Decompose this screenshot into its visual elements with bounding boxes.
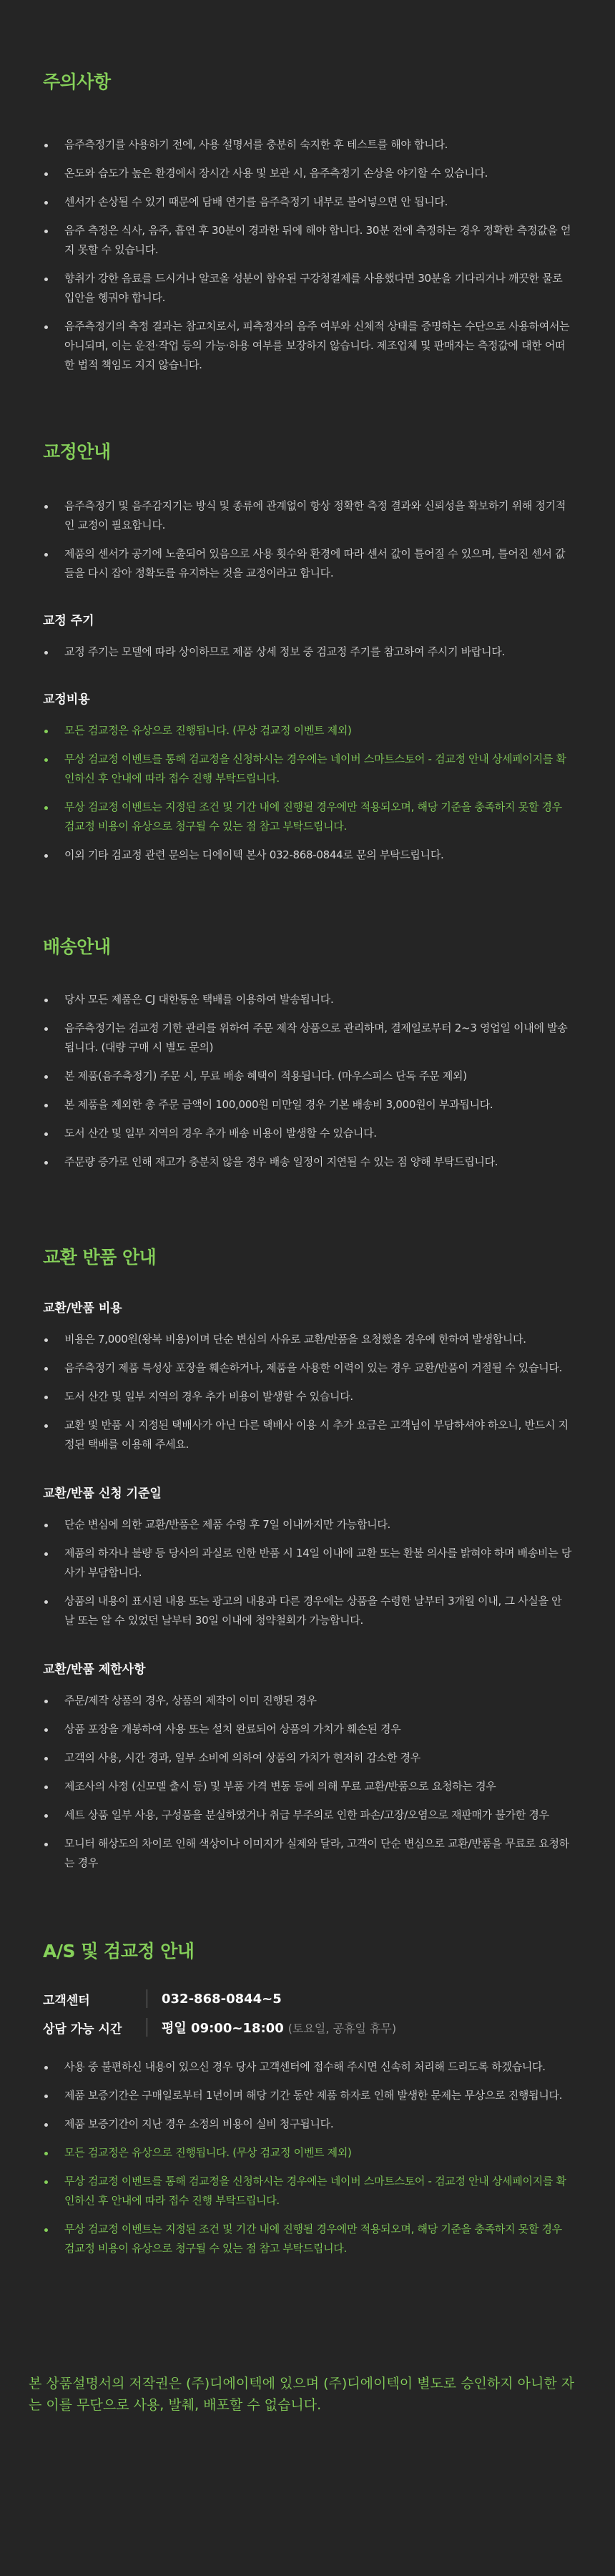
list-item: 상품의 내용이 표시된 내용 또는 광고의 내용과 다른 경우에는 상품을 수령한 날부터 3개월 이내, 그 사실을 안 날 또는 알 수 있었던 날부터 30일 이내에 청약철회가 가능합니다. <box>43 1592 572 1630</box>
calibration-section <box>0 375 615 865</box>
as-center-row <box>43 1984 572 2013</box>
caution-list <box>43 135 572 375</box>
list-item: 본 제품(음주측정기) 주문 시, 무료 배송 혜택이 적용됩니다. (마우스피스 단독 주문 제외) <box>43 1067 572 1086</box>
calibration-cost-title: 교정비용 <box>43 692 90 707</box>
exchange-limit-title: 교환/반품 제한사항 <box>43 1662 146 1677</box>
list-item: 제품 보증기간은 구매일로부터 1년이며 해당 기간 동안 제품 하자로 인해 발생한 문제는 무상으로 진행됩니다. <box>43 2086 572 2105</box>
list-item: 제조사의 사정 (신모델 출시 등) 및 부품 가격 변동 등에 의해 무료 교환/반품으로 요청하는 경우 <box>43 1777 572 1796</box>
list-item: 음주측정기 및 음주감지기는 방식 및 종류에 관계없이 항상 정확한 측정 결과와 신뢰성을 확보하기 위해 정기적인 교정이 필요합니다. <box>43 496 572 535</box>
list-item: 본 제품을 제외한 총 주문 금액이 100,000원 미만일 경우 기본 배송비 3,000원이 부과됩니다. <box>43 1095 572 1115</box>
list-item: 향취가 강한 음료를 드시거나 알코올 성분이 함유된 구강청결제를 사용했다면 30분을 기다리거나 깨끗한 물로 입안을 헹궈야 합니다. <box>43 269 572 308</box>
as-center-phone[interactable]: 032-868-0844~5 <box>162 1991 282 2007</box>
as-list <box>43 2057 572 2258</box>
list-item: 모든 검교정은 유상으로 진행됩니다. (무상 검교정 이벤트 제외) <box>43 721 572 740</box>
caution-section <box>0 0 615 375</box>
list-item: 단순 변심에 의한 교환/반품은 제품 수령 후 7일 이내까지만 가능합니다. <box>43 1515 572 1534</box>
copyright-footer <box>0 2373 615 2416</box>
calibration-period-list <box>43 642 572 662</box>
exchange-title: 교환 반품 안내 <box>43 1247 157 1268</box>
as-center-label: 고객센터 <box>43 1993 90 2008</box>
calibration-list <box>43 496 572 583</box>
list-item: 온도와 습도가 높은 환경에서 장시간 사용 및 보관 시, 음주측정기 손상을 야기할 수 있습니다. <box>43 164 572 183</box>
list-item: 센서가 손상될 수 있기 때문에 담배 연기를 음주측정기 내부로 불어넣으면 안 됩니다. <box>43 192 572 212</box>
list-item: 주문/제작 상품의 경우, 상품의 제작이 이미 진행된 경우 <box>43 1691 572 1710</box>
list-item: 사용 중 불편하신 내용이 있으신 경우 당사 고객센터에 접수해 주시면 신속히 처리해 드리도록 하겠습니다. <box>43 2057 572 2077</box>
shipping-section <box>0 865 615 1172</box>
list-item: 당사 모든 제품은 CJ 대한통운 택배를 이용하여 발송됩니다. <box>43 990 572 1009</box>
list-item: 음주측정기를 사용하기 전에, 사용 설명서를 충분히 숙지한 후 테스트를 해야 합니다. <box>43 135 572 155</box>
caution-title: 주의사항 <box>43 72 111 92</box>
list-item: 무상 검교정 이벤트를 통해 검교정을 신청하시는 경우에는 네이버 스마트스토어 - 검교정 안내 상세페이지를 확인하신 후 안내에 따라 접수 진행 부탁드립니다. <box>43 750 572 788</box>
exchange-cost-title: 교환/반품 비용 <box>43 1301 122 1316</box>
exchange-deadline-list <box>43 1515 572 1630</box>
list-item: 교정 주기는 모델에 따라 상이하므로 제품 상세 정보 중 검교정 주기를 참고하여 주시기 바랍니다. <box>43 642 572 662</box>
calibration-period-title: 교정 주기 <box>43 614 94 628</box>
shipping-title: 배송안내 <box>43 936 111 957</box>
list-item: 이외 기타 검교정 관련 문의는 디에이텍 본사 032-868-0844로 문의 부탁드립니다. <box>43 846 572 865</box>
as-section <box>0 1873 615 2258</box>
list-item: 음주측정기의 측정 결과는 참고치로서, 피측정자의 음주 여부와 신체적 상태를 증명하는 수단으로 사용하여서는 아니되며, 이는 운전·작업 등의 가능·하용 여부를 보장하지 않습니다. 제조업체 및 판매자는 측정값에 대한 어떠한 법적 책임도 지지 않습니다. <box>43 317 572 375</box>
exchange-cost-list <box>43 1330 572 1454</box>
list-item: 모든 검교정은 유상으로 진행됩니다. (무상 검교정 이벤트 제외) <box>43 2143 572 2163</box>
as-hours-label: 상담 가능 시간 <box>43 2022 122 2037</box>
calibration-cost-list <box>43 721 572 865</box>
as-contact-table <box>43 1984 572 2042</box>
list-item: 교환 및 반품 시 지정된 택배사가 아닌 다른 택배사 이용 시 추가 요금은 고객님이 부담하셔야 하오니, 반드시 지정된 택배를 이용해 주세요. <box>43 1416 572 1454</box>
list-item: 음주측정기는 검교정 기한 관리를 위하여 주문 제작 상품으로 관리하며, 결제일로부터 2~3 영업일 이내에 발송됩니다. (대량 구매 시 별도 문의) <box>43 1019 572 1057</box>
as-title: A/S 및 검교정 안내 <box>43 1941 195 1962</box>
list-item: 주문량 증가로 인해 재고가 충분치 않을 경우 배송 일정이 지연될 수 있는 점 양해 부탁드립니다. <box>43 1152 572 1172</box>
as-hours-row <box>43 2013 572 2042</box>
list-item: 도서 산간 및 일부 지역의 경우 추가 배송 비용이 발생할 수 있습니다. <box>43 1124 572 1143</box>
exchange-limit-list <box>43 1691 572 1873</box>
copyright-text: 본 상품설명서의 저작권은 (주)디에이텍에 있으며 (주)디에이텍이 별도로 승인하지 아니한 자는 이를 무단으로 사용, 발췌, 배포할 수 없습니다. <box>29 2376 575 2413</box>
as-hours-note: (토요일, 공휴일 휴무) <box>287 2021 397 2035</box>
list-item: 고객의 사용, 시간 경과, 일부 소비에 의하여 상품의 가치가 현저히 감소한 경우 <box>43 1748 572 1768</box>
list-item: 음주 측정은 식사, 음주, 흡연 후 30분이 경과한 뒤에 해야 합니다. 30분 전에 측정하는 경우 정확한 측정값을 얻지 못할 수 있습니다. <box>43 221 572 260</box>
list-item: 모니터 해상도의 차이로 인해 색상이나 이미지가 실제와 달라, 고객이 단순 변심으로 교환/반품을 무료로 요청하는 경우 <box>43 1834 572 1873</box>
list-item: 제품의 하자나 불량 등 당사의 과실로 인한 반품 시 14일 이내에 교환 또는 환불 의사를 밝혀야 하며 배송비는 당사가 부담합니다. <box>43 1544 572 1582</box>
list-item: 무상 검교정 이벤트는 지정된 조건 및 기간 내에 진행될 경우에만 적용되오며, 해당 기준을 충족하지 못할 경우 검교정 비용이 유상으로 청구될 수 있는 점 참고 부탁드립니다. <box>43 798 572 836</box>
list-item: 도서 산간 및 일부 지역의 경우 추가 비용이 발생할 수 있습니다. <box>43 1387 572 1406</box>
calibration-title: 교정안내 <box>43 441 111 462</box>
exchange-deadline-title: 교환/반품 신청 기준일 <box>43 1487 162 1501</box>
list-item: 세트 상품 일부 사용, 구성품을 분실하였거나 취급 부주의로 인한 파손/고장/오염으로 재판매가 불가한 경우 <box>43 1806 572 1825</box>
shipping-list <box>43 990 572 1172</box>
list-item: 상품 포장을 개봉하여 사용 또는 설치 완료되어 상품의 가치가 훼손된 경우 <box>43 1720 572 1739</box>
list-item: 무상 검교정 이벤트는 지정된 조건 및 기간 내에 진행될 경우에만 적용되오며, 해당 기준을 충족하지 못할 경우 검교정 비용이 유상으로 청구될 수 있는 점 참고 부탁드립니다. <box>43 2220 572 2258</box>
list-item: 무상 검교정 이벤트를 통해 검교정을 신청하시는 경우에는 네이버 스마트스토어 - 검교정 안내 상세페이지를 확인하신 후 안내에 따라 접수 진행 부탁드립니다. <box>43 2172 572 2210</box>
list-item: 비용은 7,000원(왕복 비용)이며 단순 변심의 사유로 교환/반품을 요청했을 경우에 한하여 발생합니다. <box>43 1330 572 1349</box>
as-hours-value: 평일 09:00~18:00 <box>162 2021 284 2036</box>
exchange-section <box>0 1172 615 1873</box>
list-item: 제품 보증기간이 지난 경우 소정의 비용이 실비 청구됩니다. <box>43 2115 572 2134</box>
list-item: 음주측정기 제품 특성상 포장을 훼손하거나, 제품을 사용한 이력이 있는 경우 교환/반품이 거절될 수 있습니다. <box>43 1358 572 1378</box>
list-item: 제품의 센서가 공기에 노출되어 있음으로 사용 횟수와 환경에 따라 센서 값이 틀어질 수 있으며, 틀어진 센서 값들을 다시 잡아 정확도를 유지하는 것을 교정이라고 합니다. <box>43 544 572 583</box>
